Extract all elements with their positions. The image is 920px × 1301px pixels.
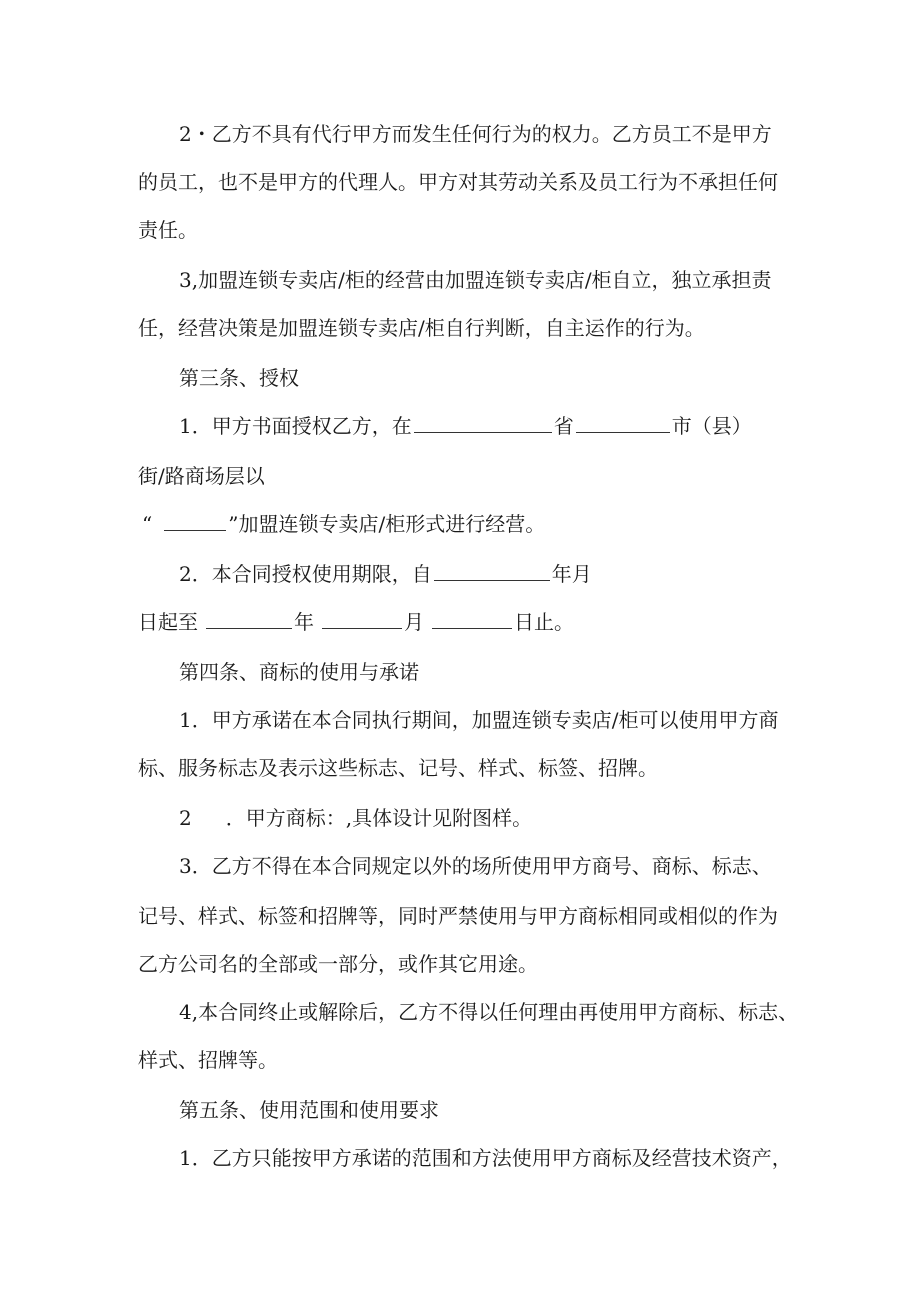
article-4-item-3-line-2: 记号、样式、标签和招牌等，同时严禁使用与甲方商标相同或相似的作为 — [138, 904, 778, 928]
end-month-blank[interactable] — [322, 610, 402, 629]
clause-2-2-line-2: 的员工，也不是甲方的代理人。甲方对其劳动关系及员工行为不承担任何 — [138, 170, 778, 194]
city-blank[interactable] — [576, 414, 670, 433]
clause-2-2-line-3: 责任。 — [138, 218, 198, 242]
end-day-blank[interactable] — [432, 610, 512, 629]
article-3-heading: 第三条、授权 — [179, 366, 299, 390]
article-4-item-1-line-1: 1．甲方承诺在本合同执行期间，加盟连锁专卖店/柜可以使用甲方商 — [179, 708, 779, 732]
article-5-item-1-line-1: 1．乙方只能按甲方承诺的范围和方法使用甲方商标及经营技术资产， — [179, 1146, 792, 1170]
article-3-item-1-prefix: 1．甲方书面授权乙方，在 — [179, 414, 412, 438]
clause-2-3-line-2: 任，经营决策是加盟连锁专卖店/柜自行判断，自主运作的行为。 — [138, 316, 705, 340]
clause-2-3-line-1: 3,加盟连锁专卖店/柜的经营由加盟连锁专卖店/柜自立，独立承担责 — [179, 268, 772, 292]
article-3-item-1-line-1 — [0, 412, 920, 440]
end-month-label: 月 — [404, 610, 424, 634]
article-4-item-3-line-1: 3．乙方不得在本合同规定以外的场所使用甲方商号、商标、标志、 — [179, 854, 772, 878]
end-year-label: 年 — [294, 610, 314, 634]
quote-open: “ — [142, 512, 153, 536]
brand-name-blank[interactable] — [164, 512, 226, 531]
article-4-item-2 — [0, 804, 920, 832]
article-4-item-2-num: 2 — [179, 806, 192, 830]
end-day-label: 日止。 — [514, 610, 574, 634]
article-4-item-4-line-2: 样式、招牌等。 — [138, 1048, 278, 1072]
article-3-item-1-line-3 — [0, 510, 920, 538]
article-3-item-1-line-2: 街/路商场层以 — [138, 464, 265, 488]
end-date-prefix: 日起至 — [138, 610, 198, 634]
article-4-item-1-line-2: 标、服务标志及表示这些标志、记号、样式、标签、招牌。 — [138, 756, 658, 780]
city-label: 市（县） — [671, 414, 752, 438]
article-5-heading: 第五条、使用范围和使用要求 — [179, 1098, 439, 1122]
clause-2-2-line-1: 2・乙方不具有代行甲方而发生任何行为的权力。乙方员工不是甲方 — [179, 122, 772, 146]
article-3-item-2-prefix: 2．本合同授权使用期限，自 — [179, 562, 432, 586]
start-date-blank[interactable] — [434, 562, 550, 581]
quote-close-text: ”加盟连锁专卖店/柜形式进行经营。 — [228, 512, 546, 536]
start-year-month-label: 年月 — [551, 562, 592, 586]
article-3-item-2-line-2 — [0, 608, 920, 636]
end-year-blank[interactable] — [206, 610, 292, 629]
province-label: 省 — [553, 414, 574, 438]
article-4-item-4-line-1: 4,本合同终止或解除后，乙方不得以任何理由再使用甲方商标、标志、 — [179, 1000, 799, 1024]
province-blank[interactable] — [414, 414, 552, 433]
article-4-item-2-text: ．甲方商标：,具体设计见附图样。 — [225, 806, 533, 830]
article-4-item-3-line-3: 乙方公司名的全部或一部分，或作其它用途。 — [138, 952, 538, 976]
article-4-heading: 第四条、商标的使用与承诺 — [179, 660, 419, 684]
article-3-item-2-line-1 — [0, 560, 920, 588]
